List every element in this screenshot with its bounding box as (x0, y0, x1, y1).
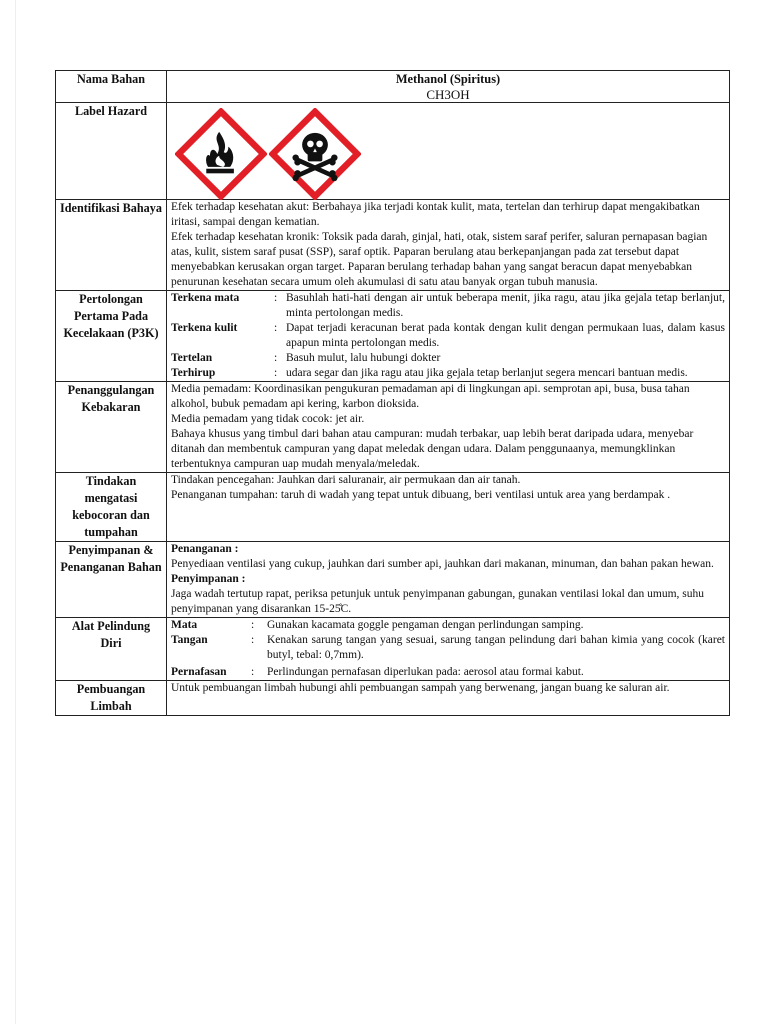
first-aid-value: Dapat terjadi keracunan berat pada kontak dengan kulit dengan permukaan luas, dalam kasus apapun minta pertolongan medis. (286, 322, 725, 349)
first-aid-item (171, 291, 725, 321)
spill-handling-text: Penanganan tumpahan: taruh di wadah yang tepat untuk dibuang, beri ventilasi untuk area yang berdampak . (171, 489, 671, 501)
label-storage: Penyimpanan & Penanganan Bahan (56, 542, 167, 618)
label-hazard-identification: Identifikasi Bahaya (56, 200, 167, 291)
disposal-cell (167, 681, 730, 716)
label-material-name: Nama Bahan (56, 71, 167, 103)
row-storage (56, 542, 730, 618)
spill-cell (167, 473, 730, 542)
ppe-colon: : (251, 634, 255, 646)
first-aid-value: Basuhlah hati-hati dengan air untuk beberapa menit, jika ragu, atau jika gejala tetap berlanjut, minta pertolongan medis. (286, 292, 725, 319)
storage-text: Jaga wadah tertutup rapat, periksa petunjuk untuk penyimpanan gabungan, gunakan ventilasi lokal dan umum, suhu penyimpanan yang disarankan 15-25̊C. (171, 588, 705, 615)
row-disposal (56, 681, 730, 716)
ppe-value: Kenakan sarung tangan yang sesuai, sarung tangan pelindung dari bahan kimia yang cocok (karet butyl, tebal: 0,7mm). (267, 634, 725, 661)
firefighting-special-hazards-text: Bahaya khusus yang timbul dari bahan atau campuran: mudah terbakar, uap lebih berat daripada udara, menyebar ditanah dan membentuk campuran yang dapat meledak dengan udara. Dalam penggunaanya, memungklinkan terbentuknya campuran uap mudah menyala/meledak. (171, 428, 694, 470)
firefighting-unsuitable-text: Media pemadam yang tidak cocok: jet air. (171, 413, 365, 425)
handling-title: Penanganan : (171, 543, 239, 555)
storage-title: Penyimpanan : (171, 573, 246, 585)
page-edge-line (15, 0, 16, 1024)
ppe-colon: : (251, 619, 255, 631)
row-first-aid (56, 291, 730, 382)
row-spill (56, 473, 730, 542)
flame-icon (175, 108, 267, 200)
first-aid-key: Tertelan (171, 352, 213, 364)
material-cell (167, 71, 730, 103)
hazard-pictograms-cell (167, 103, 730, 200)
handling-text: Penyediaan ventilasi yang cukup, jauhkan dari sumber api, jauhkan dari makanan, minuman, dan bahan pakan hewan. (171, 558, 714, 570)
row-material-name (56, 71, 730, 103)
ppe-key: Pernafasan (171, 666, 227, 678)
ppe-colon: : (251, 666, 255, 678)
material-name: Methanol (Spiritus) (395, 72, 501, 86)
ppe-item (171, 633, 725, 663)
label-disposal: Pembuangan Limbah (56, 681, 167, 716)
acute-effects-text: Efek terhadap kesehatan akut: Berbahaya jika terjadi kontak kulit, mata, tertelan dan terhirup dapat mengakibatkan iritasi, sampai dengan kematian. (171, 201, 700, 228)
ppe-item (171, 618, 725, 633)
first-aid-value: Basuh mulut, lalu hubungi dokter (286, 352, 441, 364)
chronic-effects-text: Efek terhadap kesehatan kronik: Toksik pada darah, ginjal, hati, otak, sistem saraf perifer, saluran pernapasan bagian atas, kulit, sistem saraf pusat (SSP), saraf optik. Paparan berulang atau berkepanjangan pada zat tersebut dapat menyebabkan kerusakan organ target. Paparan berulang terhadap bahan yang sangat beracun dapat menyebabkan penurunan kesehatan secara umum oleh akumulasi di satu atau banyak organ tubuh manusia. (171, 231, 708, 288)
first-aid-item (171, 321, 725, 351)
ppe-value: Perlindungan pernafasan diperlukan pada: aerosol atau formai kabut. (267, 666, 584, 678)
first-aid-key: Terhirup (171, 367, 216, 379)
row-ppe (56, 618, 730, 681)
firefighting-cell (167, 382, 730, 473)
first-aid-cell (167, 291, 730, 382)
material-formula: CH3OH (426, 87, 470, 102)
disposal-text: Untuk pembuangan limbah hubungi ahli pembuangan sampah yang berwenang, jangan buang ke saluran air. (171, 682, 670, 694)
row-firefighting (56, 382, 730, 473)
first-aid-key: Terkena mata (171, 292, 240, 304)
first-aid-colon: : (274, 322, 278, 334)
label-firefighting: Penanggulangan Kebakaran (56, 382, 167, 473)
label-spill: Tindakan mengatasi kebocoran dan tumpahan (56, 473, 167, 542)
first-aid-value: udara segar dan jika ragu atau jika gejala tetap berlanjut segera mencari bantuan medis. (286, 367, 688, 379)
ppe-item (171, 665, 725, 680)
first-aid-key: Terkena kulit (171, 322, 238, 334)
first-aid-item (171, 351, 725, 366)
label-ppe: Alat Pelindung Diri (56, 618, 167, 681)
ppe-key: Tangan (171, 634, 208, 646)
ppe-key: Mata (171, 619, 198, 631)
label-hazard-label: Label Hazard (56, 103, 167, 200)
spill-precaution-text: Tindakan pencegahan: Jauhkan dari saluranair, air permukaan dan air tanah. (171, 474, 521, 486)
first-aid-colon: : (274, 367, 278, 379)
first-aid-colon: : (274, 352, 278, 364)
safety-data-table (55, 70, 730, 716)
ppe-cell (167, 618, 730, 681)
skull-crossbones-icon (269, 108, 361, 200)
hazard-identification-cell (167, 200, 730, 291)
row-hazard-identification (56, 200, 730, 291)
ppe-value: Gunakan kacamata goggle pengaman dengan perlindungan samping. (267, 619, 584, 631)
first-aid-item (171, 366, 725, 381)
storage-cell (167, 542, 730, 618)
firefighting-media-text: Media pemadam: Koordinasikan pengukuran pemadaman api di lingkungan api. semprotan api, busa, busa tahan alkohol, bubuk pemadam api kering, karbon dioksida. (171, 383, 690, 410)
row-hazard-label (56, 103, 730, 200)
first-aid-colon: : (274, 292, 278, 304)
label-first-aid: Pertolongan Pertama Pada Kecelakaan (P3K) (56, 291, 167, 382)
